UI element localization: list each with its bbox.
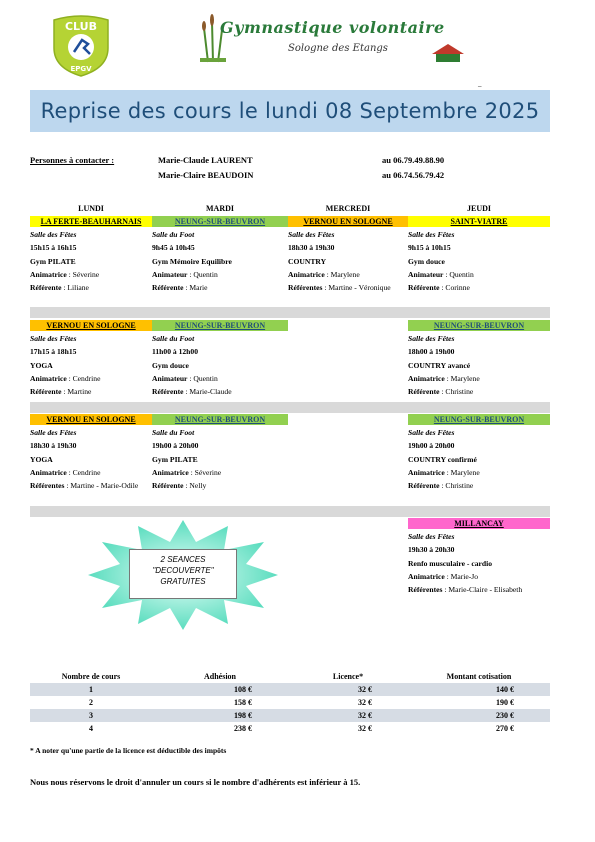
activity-name: Gym douce [152, 360, 189, 370]
referent-label: Référente [30, 387, 62, 397]
referent-value: : Marie [183, 283, 208, 293]
class-block [408, 414, 550, 492]
referent-value: : Christine [439, 387, 474, 397]
club-epgv-logo [48, 14, 114, 78]
venue-label: Salle des Fêtes [408, 230, 455, 239]
cancellation-note: Nous nous réservons le droit d'annuler un cours si le nombre d'adhérents est inférieur à 15. [30, 777, 361, 787]
referent-value: : Martine [61, 387, 92, 397]
referent-label: Référente [152, 481, 184, 491]
location-label: SAINT-VIATRE [408, 216, 550, 227]
referent [408, 385, 550, 398]
referent-value: : Marie-Claire - Elisabeth [442, 585, 523, 595]
brand-subtitle: Sologne des Etangs [288, 43, 388, 54]
coach-value: : Quentin [443, 269, 474, 279]
venue-label: Salle des Fêtes [30, 230, 77, 239]
coach-label: Animatrice [152, 467, 189, 477]
referent-label: Référentes [408, 585, 443, 595]
coach-value: : Quentin [187, 269, 218, 279]
coach-label: Animateur [152, 269, 188, 279]
venue-label: Salle des Fêtes [30, 428, 77, 437]
activity-name: COUNTRY avancé [408, 360, 471, 370]
price-cell: 2 [89, 698, 93, 707]
activity-name: YOGA [30, 360, 53, 370]
time-slot: 19h00 à 20h00 [152, 441, 199, 451]
referent [152, 385, 288, 398]
location-label: MILLANCAY [408, 518, 550, 529]
price-table-header [30, 670, 550, 683]
club-shield-icon [48, 14, 114, 78]
venue-label: Salle du Foot [152, 334, 195, 343]
coach-value: : Marie-Jo [444, 571, 479, 581]
price-table [30, 670, 550, 735]
time-slot: 19h30 à 20h30 [408, 545, 455, 555]
class-details [30, 227, 152, 294]
referent-value: : Liliane [61, 283, 89, 293]
referent [408, 479, 550, 492]
price-cell: 238 € [234, 724, 252, 733]
row-separator [30, 506, 550, 517]
class-details [408, 331, 550, 398]
class-block [152, 414, 288, 492]
price-cell: 140 € [408, 683, 550, 696]
price-cell: 3 [30, 709, 152, 722]
referent-label: Référente [152, 283, 184, 293]
coach-label: Animateur [408, 269, 444, 279]
club-logo-text: CLUB [64, 20, 98, 33]
price-row [30, 696, 550, 709]
class-block [408, 518, 550, 596]
referent-label: Référente [408, 481, 440, 491]
price-cell: 198 € [152, 709, 288, 722]
referent [152, 479, 288, 492]
activity-name: YOGA [30, 454, 53, 464]
coach-value: : Marylene [444, 373, 480, 383]
price-header-total: Montant cotisation [446, 672, 512, 681]
coach-label: Animatrice [288, 269, 325, 279]
row-separator [30, 402, 550, 413]
location-label: LA FERTE-BEAUHARNAIS [30, 216, 152, 227]
venue-label: Salle des Fêtes [408, 334, 455, 343]
coach [152, 372, 288, 385]
brand-title: Gymnastique volontaire [220, 18, 445, 37]
contact-name-2: Marie-Claire BEAUDOIN [158, 170, 254, 180]
coach [408, 570, 550, 583]
coach-label: Animatrice [408, 373, 445, 383]
referent [30, 281, 152, 294]
price-cell: 32 € [358, 724, 372, 733]
gymnastique-volontaire-logo [198, 10, 474, 68]
class-details [30, 425, 152, 492]
contacts-label: Personnes à contacter : [30, 155, 115, 165]
coach-value: : Marylene [444, 467, 480, 477]
referent-label: Référentes [288, 283, 323, 293]
class-details [288, 227, 408, 294]
day-header-lundi: LUNDI [78, 204, 104, 213]
referent-value: : Corinne [439, 283, 470, 293]
price-header-licence: Licence* [332, 672, 364, 681]
referent-value: : Martine - Véronique [322, 283, 391, 293]
referent [408, 281, 550, 294]
coach [408, 268, 550, 281]
referent-label: Référente [152, 387, 184, 397]
promo-line1: 2 SEANCES [160, 555, 206, 564]
class-block [30, 414, 152, 492]
class-details [152, 425, 288, 492]
coach-label: Animatrice [30, 269, 67, 279]
price-cell: 108 € [152, 683, 288, 696]
coach [152, 268, 288, 281]
time-slot: 17h15 à 18h15 [30, 347, 77, 357]
referent-label: Référente [408, 387, 440, 397]
promo-line2: "DECOUVERTE" [152, 566, 214, 575]
coach-value: : Quentin [187, 373, 218, 383]
time-slot: 9h15 à 10h15 [408, 243, 451, 253]
referent-value: : Martine - Marie-Odile [64, 481, 139, 491]
activity-name: Gym PILATE [152, 454, 198, 464]
price-cell: 270 € [496, 724, 514, 733]
activity-name: Renfo musculaire - cardio [408, 558, 493, 568]
time-slot: 15h15 à 16h15 [30, 243, 77, 253]
activity-name: COUNTRY [288, 256, 327, 266]
class-block [152, 320, 288, 398]
price-row [30, 722, 550, 735]
price-cell: 230 € [408, 709, 550, 722]
class-block [30, 216, 152, 294]
referent-label: Référente [408, 283, 440, 293]
house-icon [430, 42, 466, 64]
coach-label: Animatrice [408, 467, 445, 477]
price-header-adhesion: Adhésion [203, 672, 236, 681]
row-separator [30, 307, 550, 318]
venue-label: Salle des Fêtes [288, 230, 335, 239]
price-cell: 32 € [288, 683, 408, 696]
referent-value: : Christine [439, 481, 474, 491]
time-slot: 18h00 à 19h00 [408, 347, 455, 357]
time-slot: 9h45 à 10h45 [152, 243, 195, 253]
price-row [30, 683, 550, 696]
day-header-mardi: MARDI [206, 204, 234, 213]
location-label: NEUNG-SUR-BEUVRON [152, 216, 288, 227]
venue-label: Salle des Fêtes [408, 428, 455, 437]
location-label: NEUNG-SUR-BEUVRON [408, 320, 550, 331]
activity-name: COUNTRY confirmé [408, 454, 477, 464]
referent-label: Référente [30, 283, 62, 293]
referent [30, 385, 152, 398]
time-slot: 11h00 à 12h00 [152, 347, 198, 357]
referent [408, 583, 550, 596]
activity-name: Gym Mémoire Equilibre [152, 256, 232, 266]
referent [30, 479, 152, 492]
location-label: NEUNG-SUR-BEUVRON [152, 320, 288, 331]
coach-label: Animatrice [30, 373, 67, 383]
location-label: VERNOU EN SOLOGNE [288, 216, 408, 227]
contact-phone-1: au 06.79.49.88.90 [382, 155, 445, 165]
price-cell: 4 [89, 724, 93, 733]
promo-line3: GRATUITES [160, 577, 206, 586]
time-slot: 18h30 à 19h30 [30, 441, 77, 451]
class-details [152, 227, 288, 294]
referent-label: Référentes [30, 481, 65, 491]
price-row [30, 709, 550, 722]
venue-label: Salle du Foot [152, 428, 195, 437]
coach [30, 466, 152, 479]
coach-label: Animatrice [30, 467, 67, 477]
venue-label: Salle des Fêtes [30, 334, 77, 343]
price-cell: 158 € [234, 698, 252, 707]
venue-label: Salle des Fêtes [408, 532, 455, 541]
activity-name: Gym PILATE [30, 256, 76, 266]
referent [152, 281, 288, 294]
class-block [152, 216, 288, 294]
coach [30, 372, 152, 385]
venue-label: Salle du Foot [152, 230, 195, 239]
coach [408, 466, 550, 479]
coach [152, 466, 288, 479]
coach-value: : Marylene [324, 269, 360, 279]
location-label: VERNOU EN SOLOGNE [30, 414, 152, 425]
referent-value: : Nelly [183, 481, 207, 491]
class-details [408, 529, 550, 596]
coach-value: : Séverine [188, 467, 222, 477]
day-header-mercredi: MERCREDI [325, 204, 371, 213]
referent [288, 281, 408, 294]
class-block [408, 216, 550, 294]
club-logo-sub: EPGV [70, 65, 92, 73]
price-cell: 1 [30, 683, 152, 696]
coach-value: : Séverine [66, 269, 100, 279]
licence-note: * A noter qu'une partie de la licence est déductible des impôts [30, 746, 227, 755]
class-details [408, 425, 550, 492]
time-slot: 18h30 à 19h30 [288, 243, 335, 253]
coach [288, 268, 408, 281]
class-block [288, 216, 408, 294]
coach-value: : Cendrine [66, 373, 101, 383]
title-banner [30, 90, 550, 132]
contact-name-1: Marie-Claude LAURENT [158, 155, 253, 165]
location-label: NEUNG-SUR-BEUVRON [152, 414, 288, 425]
coach [30, 268, 152, 281]
day-header-jeudi: JEUDI [466, 204, 491, 213]
page-title: Reprise des cours le lundi 08 Septembre 2025 [40, 99, 540, 123]
coach-value: : Cendrine [66, 467, 101, 477]
promo-starburst [88, 520, 278, 630]
contact-phone-2: au 06.74.56.79.42 [382, 170, 445, 180]
coach-label: Animatrice [408, 571, 445, 581]
coach [408, 372, 550, 385]
price-header-courses: Nombre de cours [61, 672, 121, 681]
location-label: NEUNG-SUR-BEUVRON [408, 414, 550, 425]
class-block [408, 320, 550, 398]
class-details [408, 227, 550, 294]
promo-box [129, 549, 237, 599]
activity-name: Gym douce [408, 256, 445, 266]
location-label: VERNOU EN SOLOGNE [30, 320, 152, 331]
class-details [30, 331, 152, 398]
coach-label: Animateur [152, 373, 188, 383]
class-block [30, 320, 152, 398]
time-slot: 19h00 à 20h00 [408, 441, 455, 451]
class-details [152, 331, 288, 398]
price-cell: 32 € [358, 698, 372, 707]
price-cell: 32 € [288, 709, 408, 722]
price-cell: 190 € [496, 698, 514, 707]
decorative-dash: – [478, 82, 482, 90]
referent-value: : Marie-Claude [183, 387, 232, 397]
